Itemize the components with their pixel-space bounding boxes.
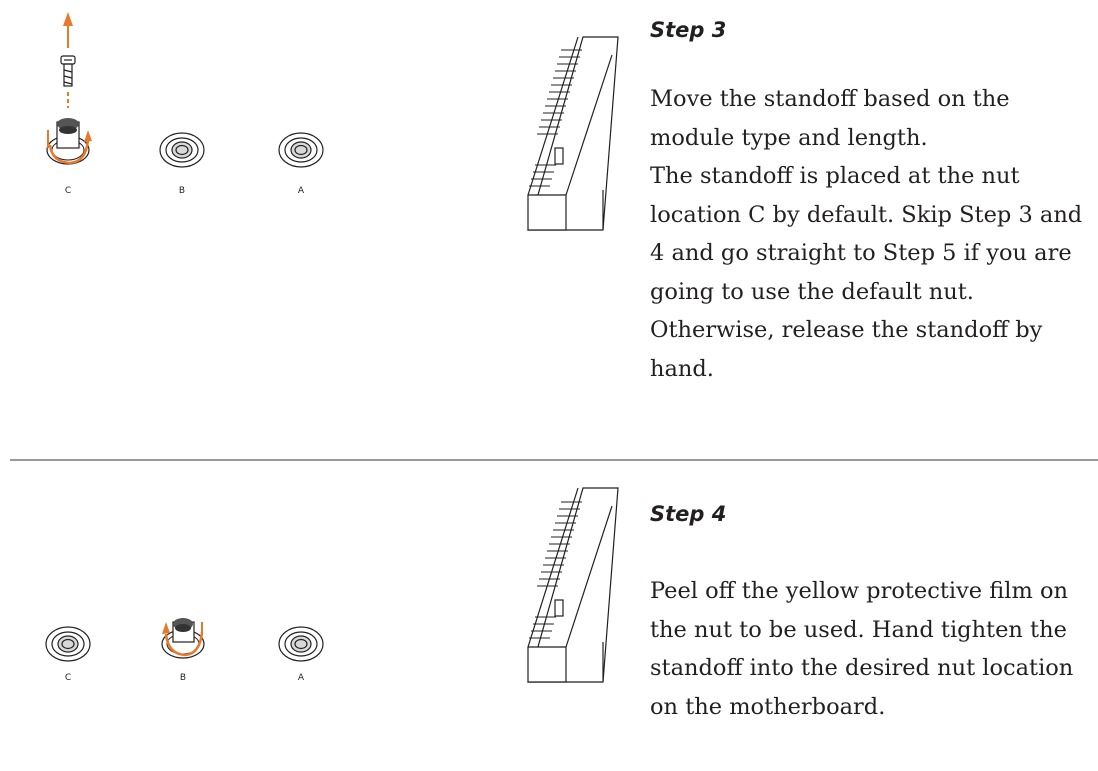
nut-b-icon (160, 133, 204, 167)
nut-label-b: B (178, 186, 186, 196)
nut-label-a: A (297, 673, 305, 683)
step-4-body (650, 572, 1090, 726)
step-4-title: Step 4 (650, 502, 727, 526)
nut-b-standoff-icon (162, 618, 204, 658)
section-divider (10, 459, 1098, 461)
m2-slot-icon (528, 488, 618, 682)
nut-a-icon (279, 133, 323, 167)
nut-c-standoff-icon (47, 118, 92, 164)
nut-c-icon (46, 627, 90, 661)
step-3-title: Step 3 (650, 18, 727, 42)
step-3-paragraph-1: Move the standoff based on the module type and length. (650, 86, 1010, 151)
step-4-section (0, 462, 1098, 771)
step-4-paragraph-1: Peel off the yellow protective film on the nut to be used. Hand tighten the standoff into the desired nut location on the motherboard. (650, 578, 1074, 720)
step-3-paragraph-2: The standoff is placed at the nut location C by default. Skip Step 3 and 4 and go straight to Step 5 if you are going to use the default nut. Otherwise, release the standoff by hand. (650, 163, 1083, 382)
nut-label-a: A (297, 186, 305, 196)
step-4-illustration (0, 462, 640, 771)
nut-a-icon (279, 627, 323, 661)
nut-label-b: B (179, 673, 187, 683)
nut-label-c: C (64, 673, 72, 683)
m2-slot-icon (528, 37, 618, 230)
remove-screw-arrow-icon (63, 12, 73, 48)
step-3-illustration (0, 0, 640, 455)
screw-icon (61, 56, 75, 86)
nut-label-c: C (64, 186, 72, 196)
step-3-body (650, 80, 1090, 388)
